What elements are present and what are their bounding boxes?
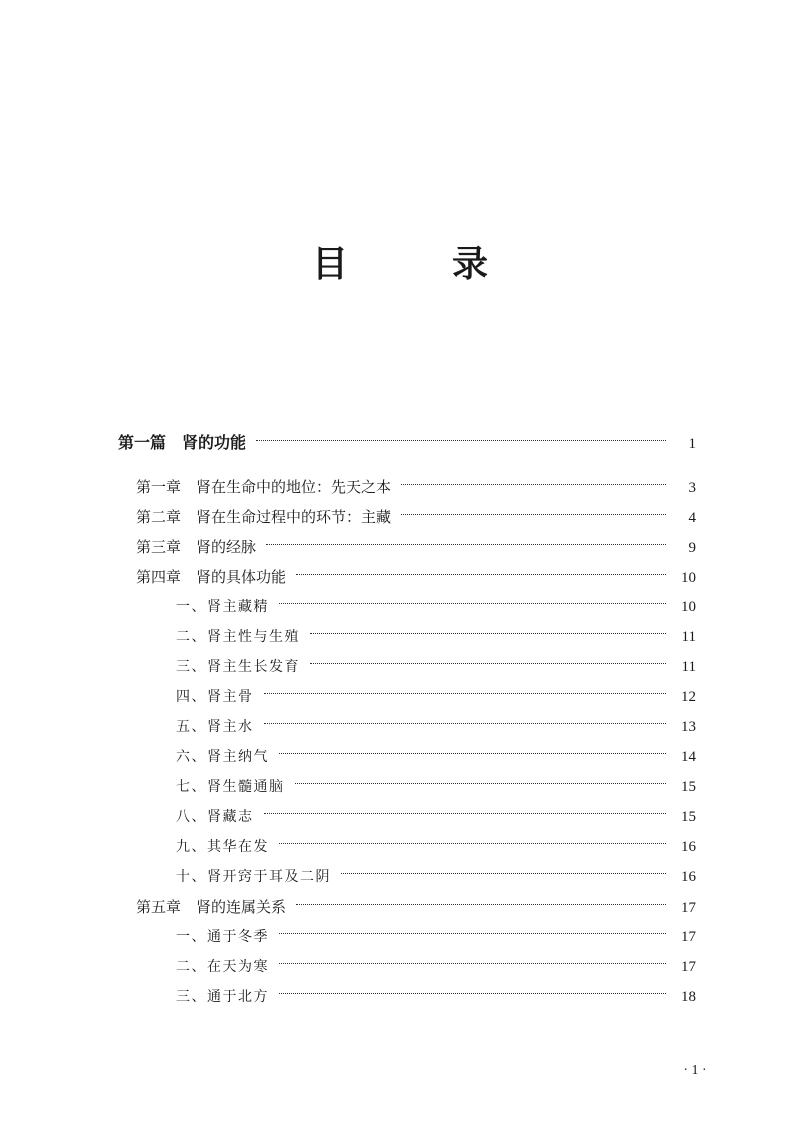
toc-entry-page: 9: [688, 540, 696, 556]
toc-entry-label: 一、肾主藏精: [176, 599, 269, 615]
toc-entry[interactable]: [176, 742, 696, 772]
toc-entry-page: 12: [681, 689, 696, 705]
toc-entry[interactable]: [176, 712, 696, 742]
toc-entry-label: 第二章 肾在生命过程中的环节：主藏: [136, 508, 392, 526]
toc-entry-page: 11: [681, 659, 696, 675]
dot-leader: [264, 813, 667, 814]
dot-leader: [264, 723, 667, 724]
toc-entry[interactable]: [176, 982, 696, 1012]
page-title: 目 录: [311, 243, 522, 285]
toc-entry-page: 4: [688, 510, 696, 526]
toc-entry-page: 10: [681, 599, 696, 615]
toc-entry-label: 六、肾主纳气: [176, 749, 269, 765]
toc-entry[interactable]: [136, 892, 696, 922]
toc-entry-page: 18: [681, 989, 696, 1005]
dot-leader: [279, 963, 666, 964]
dot-leader: [279, 753, 666, 754]
toc-entry-label: 九、其华在发: [176, 839, 269, 855]
toc-entry[interactable]: [176, 772, 696, 802]
toc-entry-label: 三、肾主生长发育: [176, 659, 300, 675]
dot-leader: [295, 783, 667, 784]
toc-entry-page: 14: [681, 749, 696, 765]
toc-entry[interactable]: [176, 952, 696, 982]
toc-entry[interactable]: [176, 862, 696, 892]
toc-entry[interactable]: [176, 832, 696, 862]
toc-entry-page: 17: [681, 959, 696, 975]
toc-entry-label: 五、肾主水: [176, 719, 254, 735]
dot-leader: [296, 904, 666, 905]
toc-entry-page: 17: [681, 929, 696, 945]
toc-entry[interactable]: [176, 592, 696, 622]
dot-leader: [279, 993, 666, 994]
toc-entry-label: 二、肾主性与生殖: [176, 629, 300, 645]
toc-entry[interactable]: [136, 532, 696, 562]
toc-entry[interactable]: [136, 502, 696, 532]
dot-leader: [401, 484, 666, 485]
toc-entry-label: 第一章 肾在生命中的地位：先天之本: [136, 478, 392, 496]
toc-entry-label: 四、肾主骨: [176, 689, 254, 705]
dot-leader: [264, 693, 667, 694]
toc-entry-label: 八、肾藏志: [176, 809, 254, 825]
dot-leader: [296, 574, 666, 575]
toc-entry-label: 第四章 肾的具体功能: [136, 568, 287, 586]
toc-entry-label: 三、通于北方: [176, 989, 269, 1005]
toc-entry[interactable]: [176, 802, 696, 832]
dot-leader: [310, 633, 666, 634]
dot-leader: [266, 544, 666, 545]
toc-entry-page: 17: [681, 900, 696, 916]
dot-leader: [256, 440, 666, 441]
dot-leader: [279, 603, 666, 604]
toc-entry-page: 10: [681, 570, 696, 586]
toc-entry[interactable]: [176, 682, 696, 712]
toc-entry-label: 第一篇 肾的功能: [118, 433, 247, 452]
toc-entry[interactable]: [176, 622, 696, 652]
toc-entry[interactable]: [136, 562, 696, 592]
dot-leader: [310, 663, 666, 664]
page-number: · 1 ·: [683, 1063, 707, 1078]
toc-entry-page: 11: [681, 629, 696, 645]
toc-entry-label: 第三章 肾的经脉: [136, 538, 257, 556]
dot-leader: [341, 873, 666, 874]
toc-entry-label: 七、肾生髓通脑: [176, 779, 285, 795]
toc-entry[interactable]: [136, 472, 696, 502]
toc-entry-page: 15: [681, 809, 696, 825]
toc-entry-label: 第五章 肾的连属关系: [136, 898, 287, 916]
toc-entry-page: 16: [681, 839, 696, 855]
toc-entry[interactable]: [176, 922, 696, 952]
dot-leader: [279, 843, 666, 844]
toc-entry-label: 十、肾开窍于耳及二阴: [176, 869, 331, 885]
toc-entry-page: 15: [681, 779, 696, 795]
toc-entry[interactable]: [118, 428, 696, 458]
toc-entry-label: 一、通于冬季: [176, 929, 269, 945]
toc-entry-page: 16: [681, 869, 696, 885]
toc-entry-page: 1: [688, 436, 696, 452]
toc-entry-page: 3: [688, 480, 696, 496]
toc-entry-label: 二、在天为寒: [176, 959, 269, 975]
dot-leader: [279, 933, 666, 934]
dot-leader: [401, 514, 666, 515]
toc-entry[interactable]: [176, 652, 696, 682]
toc-entry-page: 13: [681, 719, 696, 735]
